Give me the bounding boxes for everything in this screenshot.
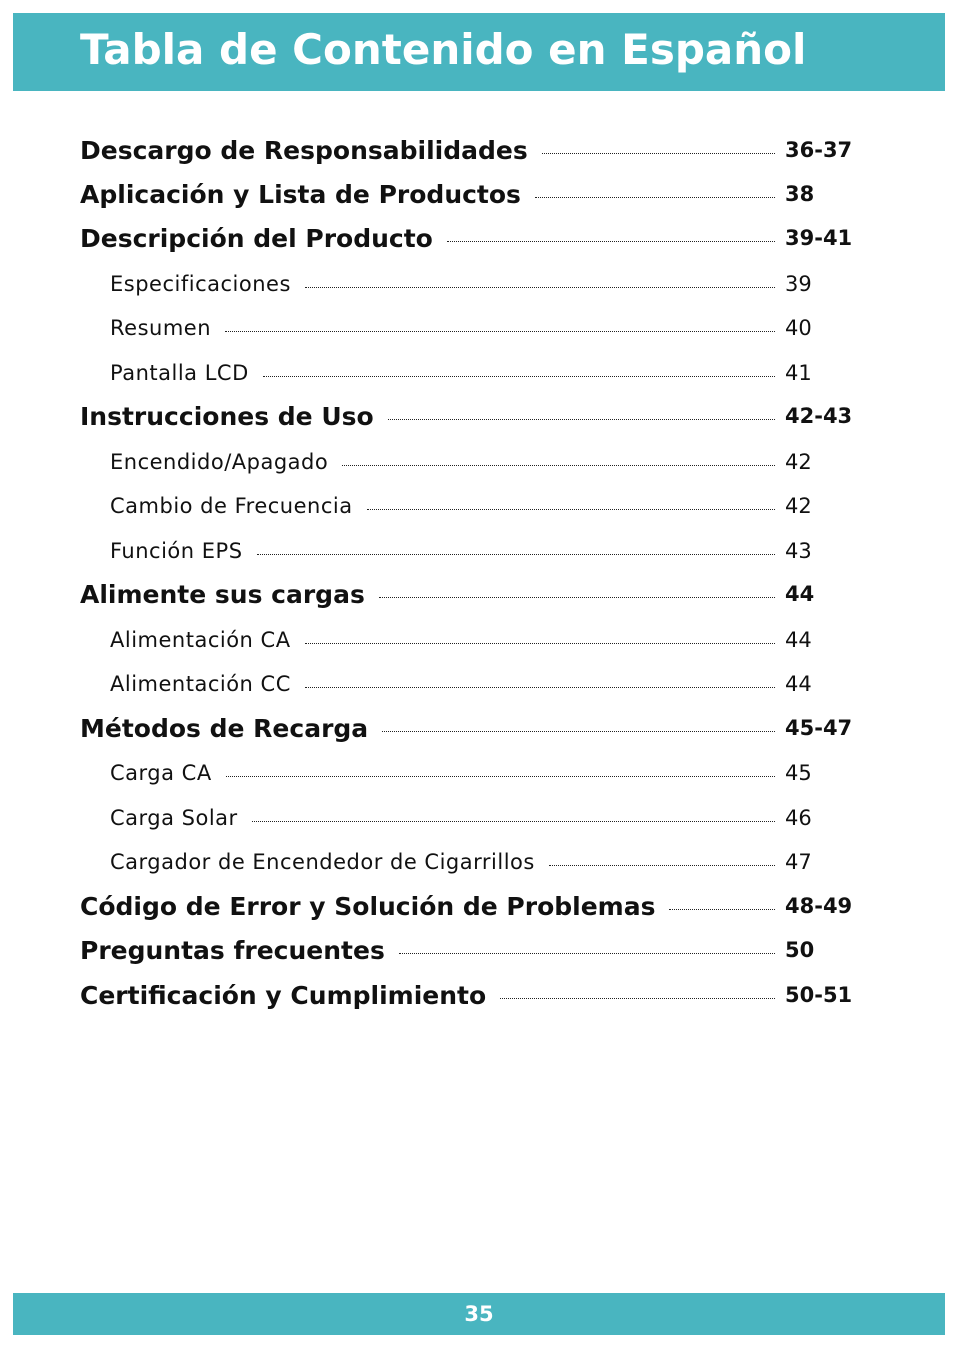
- toc-subentry[interactable]: [110, 308, 812, 348]
- toc-entry-label: Descargo de Responsabilidades: [80, 135, 528, 165]
- toc-subentry-page: 43: [785, 539, 812, 563]
- toc-subentry-page: 39: [785, 272, 812, 296]
- page-number: 35: [464, 1302, 494, 1326]
- toc-dot-leader: [379, 597, 775, 598]
- toc-entry-page: 36-37: [785, 138, 853, 162]
- toc-dot-leader: [226, 776, 775, 777]
- toc-subentry-page: 46: [785, 806, 812, 830]
- toc-dot-leader: [382, 731, 775, 732]
- toc-entry-label: Métodos de Recarga: [80, 713, 369, 743]
- toc-subentry-label: Alimentación CC: [110, 672, 291, 696]
- toc-subentry-page: 40: [785, 316, 812, 340]
- toc-entry[interactable]: [80, 218, 853, 258]
- toc-subentry-label: Encendido/Apagado: [110, 450, 329, 474]
- toc-dot-leader: [388, 419, 775, 420]
- toc-entry-label: Descripción del Producto: [80, 223, 433, 253]
- toc-subentry-label: Cambio de Frecuencia: [110, 494, 353, 518]
- toc-subentry-label: Alimentación CA: [110, 628, 291, 652]
- toc-subentry-label: Pantalla LCD: [110, 361, 249, 385]
- toc-subentry-label: Especificaciones: [110, 272, 291, 296]
- toc-subentry[interactable]: [110, 264, 812, 304]
- toc-dot-leader: [500, 998, 775, 999]
- toc-entry-page: 38: [785, 182, 815, 206]
- toc-entry[interactable]: [80, 930, 815, 970]
- page-title: Tabla de Contenido en Español: [80, 25, 807, 74]
- toc-entry-label: Instrucciones de Uso: [80, 401, 374, 431]
- toc-subentry[interactable]: [110, 798, 812, 838]
- toc-subentry[interactable]: [110, 842, 812, 882]
- toc-entry-label: Aplicación y Lista de Productos: [80, 179, 521, 209]
- toc-entry-page: 45-47: [785, 716, 853, 740]
- toc-entry[interactable]: [80, 396, 853, 436]
- toc-subentry-page: 45: [785, 761, 812, 785]
- toc-subentry-page: 42: [785, 450, 812, 474]
- toc-subentry[interactable]: [110, 664, 812, 704]
- toc-entry-page: 44: [785, 582, 815, 606]
- toc-subentry[interactable]: [110, 353, 812, 393]
- toc-entry-label: Preguntas frecuentes: [80, 935, 385, 965]
- toc-entry-label: Certificación y Cumplimiento: [80, 980, 487, 1010]
- toc-dot-leader: [252, 821, 775, 822]
- toc-entry[interactable]: [80, 708, 853, 748]
- toc-dot-leader: [257, 554, 775, 555]
- toc-dot-leader: [305, 687, 775, 688]
- toc-subentry-page: 47: [785, 850, 812, 874]
- toc-subentry[interactable]: [110, 486, 812, 526]
- toc-entry-page: 39-41: [785, 226, 853, 250]
- toc-subentry[interactable]: [110, 753, 812, 793]
- toc-entry-page: 50: [785, 938, 815, 962]
- footer-band: [13, 1293, 945, 1335]
- toc-subentry-label: Resumen: [110, 316, 212, 340]
- toc-subentry-page: 44: [785, 628, 812, 652]
- toc-entry[interactable]: [80, 130, 853, 170]
- toc-entry[interactable]: [80, 886, 853, 926]
- toc-subentry-page: 42: [785, 494, 812, 518]
- toc-dot-leader: [305, 287, 775, 288]
- toc-entry-page: 42-43: [785, 404, 853, 428]
- toc-subentry-label: Función EPS: [110, 539, 243, 563]
- toc-dot-leader: [399, 953, 775, 954]
- toc-entry-page: 48-49: [785, 894, 853, 918]
- toc-subentry[interactable]: [110, 531, 812, 571]
- toc-dot-leader: [669, 909, 775, 910]
- toc-subentry-label: Carga CA: [110, 761, 212, 785]
- toc-subentry[interactable]: [110, 620, 812, 660]
- toc-dot-leader: [225, 331, 775, 332]
- toc-dot-leader: [447, 241, 775, 242]
- toc-dot-leader: [535, 197, 775, 198]
- toc-subentry[interactable]: [110, 442, 812, 482]
- toc-subentry-label: Carga Solar: [110, 806, 238, 830]
- toc-entry[interactable]: [80, 574, 815, 614]
- toc-entry-label: Alimente sus cargas: [80, 579, 365, 609]
- toc-entry-label: Código de Error y Solución de Problemas: [80, 891, 656, 921]
- toc-subentry-label: Cargador de Encendedor de Cigarrillos: [110, 850, 535, 874]
- toc-entry-page: 50-51: [785, 983, 853, 1007]
- toc-subentry-page: 41: [785, 361, 812, 385]
- toc-dot-leader: [367, 509, 775, 510]
- toc-dot-leader: [342, 465, 775, 466]
- toc-entry[interactable]: [80, 174, 815, 214]
- toc-dot-leader: [542, 153, 775, 154]
- toc-dot-leader: [549, 865, 775, 866]
- toc-entry[interactable]: [80, 975, 853, 1015]
- toc-dot-leader: [305, 643, 775, 644]
- toc-subentry-page: 44: [785, 672, 812, 696]
- toc-dot-leader: [263, 376, 775, 377]
